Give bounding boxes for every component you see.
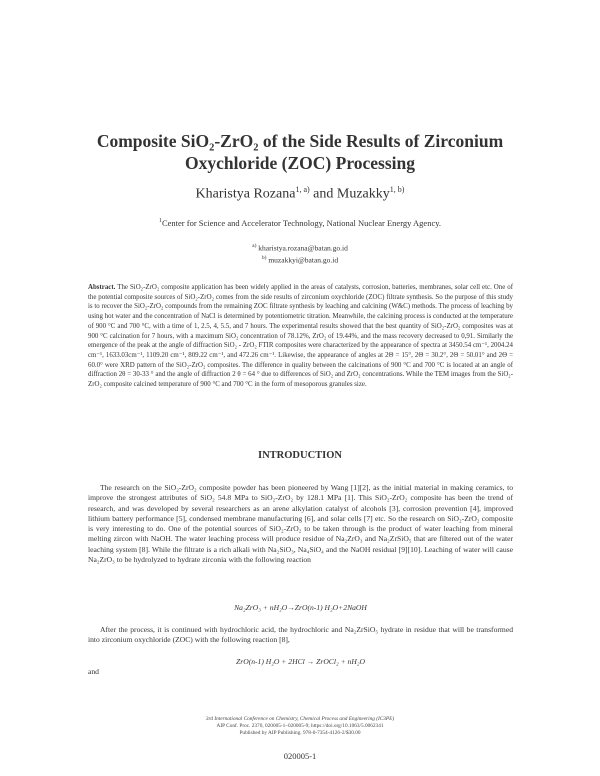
section-heading-introduction: INTRODUCTION <box>257 450 342 461</box>
author-affiliation-mark: 1, b) <box>389 185 405 194</box>
email-address[interactable]: kharistya.rozana@batan.go.id <box>256 243 348 253</box>
email-mark: a) <box>252 243 257 249</box>
page-number: 020005-1 <box>283 751 317 761</box>
abstract <box>88 283 513 390</box>
title-line-2: Oxychloride (ZOC) Processing <box>184 153 416 173</box>
paper-title <box>60 130 540 174</box>
author-name: Kharistya Rozana <box>195 186 296 202</box>
footer-proceedings: AIP Conf. Proc. 2370, 020005-1–020005-9; https://doi.org/10.1063/5.0062341 <box>216 723 384 730</box>
abstract-text: The SiO₂-ZrO₂ composite application has been widely applied in the areas of catalysts, corrosion, batteries, membranes, solar cell etc. One of the potential composite sources of SiO₂-ZrO₂ comes from the side results of zirconium oxychloride (ZOC) filtrate synthesis. So the purpose of this study is to recover the SiO₂-ZrO₂ compounds from the remaining ZOC filtrate synthesis by leaching and calcining (W&C) methods. The process of leaching by using hot water and the concentration of NaCl is determined by potentiometric titration. Meanwhile, the calcining process is conducted at the temperature of 900 °C and 700 °C, with a time of 1, 2.5, 4, 5.5, and 7 hours. The experimental results showed that the best quantity of SiO₂-ZrO₂ composites was at 900 °C calcination for 7 hours, with a maximum SiO₂ concentration of 78.12%, ZrO₂ of 19.44%, and the mass recovery decreased to 0,91. Similarly the emergence of the peak at the angle of diffraction SiO₂ - ZrO₂ FTIR composites were characterized by the appearance of spectra at 3450.54 cm⁻¹, 2004.24 cm⁻¹, 1633.03cm⁻¹, 1109.20 cm⁻¹, 809.22 cm⁻¹, and 472.26 cm⁻¹. Likewise, the appearance of angles at 2Θ = 15°, 2Θ = 30.2°, 2Θ = 50.01° and 2Θ = 60.0° were XRD pattern of the SiO₂-ZrO₂ composites. The difference in quality between the calcinations of 900 °C and 700 °C is located at an angle of diffraction 2θ = 30-33 ° and the angle of diffraction 2 θ = 64 ° due to differences of SiO₂ and ZrO₂ concentrations. While the TEM images from the SiO₂-ZrO₂ composite calcined temperature of 900 °C and 700 °C in the form of mesoporous granules size. <box>88 284 513 389</box>
affiliation-mark: 1 <box>158 218 162 225</box>
author-list <box>60 185 540 203</box>
affiliation <box>60 218 540 228</box>
footer-conference: 3rd International Conference on Chemistry, Chemical Process and Engineering (IC3PE) <box>205 716 395 722</box>
equation: ZrO(n-1) H₂O + 2HCl → ZrOCl₂ + nH₂O <box>236 657 365 666</box>
author-name: Muzakky <box>336 186 390 202</box>
email-line <box>60 243 540 253</box>
footer-publisher: Published by AIP Publishing. 978-0-7354-4126-2/$30.00 <box>239 730 361 737</box>
paragraph-text: After the process, it is continued with hydrochloric acid, the hydrochloric and Na₂ZrSiO₅ hydrate in residue that will be transformed into zirconium oxychloride (ZOC) with the following reaction [8], <box>88 625 513 645</box>
title-line-1: Composite SiO₂-ZrO₂ of the Side Results of Zirconium <box>96 131 504 151</box>
email-mark: b) <box>261 255 267 261</box>
abstract-label: Abstract. <box>88 284 116 291</box>
body-paragraph <box>88 483 513 565</box>
equation: Na₂ZrO₃ + nH₂O→ZrO(n-1) H₂O+2NaOH <box>234 603 367 612</box>
page-footer <box>100 716 500 738</box>
connector-text: and <box>88 667 99 676</box>
email-address[interactable]: muzakkyi@batan.go.id <box>266 255 339 265</box>
affiliation-text: Center for Science and Accelerator Technology, National Nuclear Energy Agency. <box>161 218 442 228</box>
author-conjunction: and <box>309 186 337 202</box>
paragraph-text: The research on the SiO₂-ZrO₂ composite powder has been pioneered by Wang [1][2], as the initial material in making ceramics, to improve the strongest attributes of SiO₂ 54.8 MPa to SiO₂-ZrO₂ by 128.1 MPa [1]. This SiO₂-ZrO₂ composite has been the trend of research, and was developed by several researchers as an arene alkylation catalyst of alcohols [3], corrosion prevention [4], improved lithium battery performance [5], condensed membrane manufacturing [6], and solar cells [7] etc. So the research on SiO₂-ZrO₂ composite is very interesting to do. One of the potential sources of SiO₂-ZrO₂ to be taken through is the product of water leaching from mineral melting zircon with NaOH. The water leaching process will produce residue of Na₂ZrO₃ and Na₂ZrSiO₅ that are filtered out of the water leaching system [8]. While the filtrate is a rich alkali with Na₂SiO₃, Na₄SiO₄ and the NaOH residual [9][10]. Leaching of water will cause Na₂ZrO₃ to be hydrolyzed to hydrate zirconia with the following reaction <box>88 483 513 565</box>
body-paragraph <box>88 625 513 646</box>
email-line <box>60 255 540 265</box>
author-affiliation-mark: 1, a) <box>295 185 310 194</box>
